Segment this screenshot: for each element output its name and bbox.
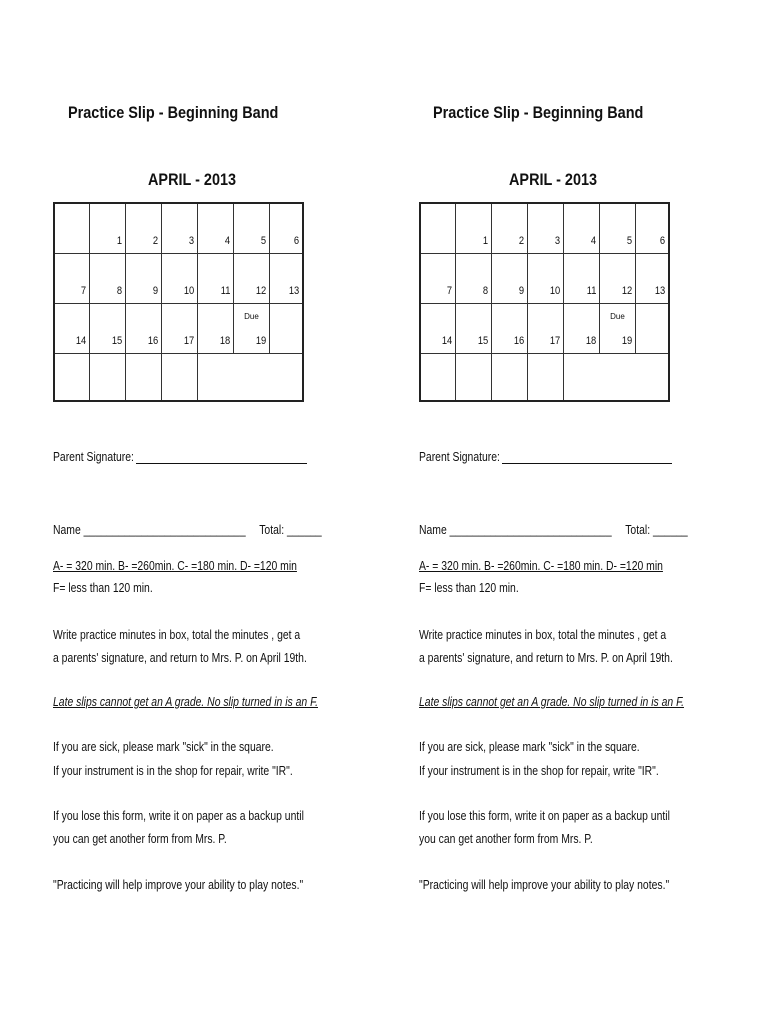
calendar-cell[interactable] — [270, 204, 302, 254]
calendar-cell[interactable] — [421, 354, 456, 400]
calendar-day-number: 12 — [621, 285, 632, 297]
calendar-day-number: 8 — [116, 285, 122, 297]
calendar-day-number: 11 — [220, 285, 230, 297]
repair-note: If your instrument is in the shop for repair, write "IR". — [419, 763, 659, 778]
name-blank[interactable]: ____________________________ — [83, 522, 246, 537]
lost-form-line-1: If you lose this form, write it on paper as a backup until — [53, 808, 304, 823]
calendar-day-number: 6 — [293, 235, 299, 247]
instructions-line-2: a parents' signature, and return to Mrs. P. on April 19th. — [419, 650, 673, 665]
calendar-day-number: 9 — [518, 285, 524, 297]
practice-quote: "Practicing will help improve your ability to play notes." — [53, 877, 304, 892]
calendar-cell[interactable] — [198, 204, 234, 254]
calendar-day-number: 15 — [111, 335, 122, 347]
calendar-day-number: 17 — [549, 335, 560, 347]
calendar-cell[interactable] — [456, 354, 492, 400]
parent-signature-line[interactable] — [502, 463, 672, 464]
calendar-cell[interactable] — [528, 354, 564, 400]
calendar-day-number: 13 — [288, 285, 299, 297]
name-label: Name — [53, 522, 81, 537]
grade-scale: A- = 320 min. B- =260min. C- =180 min. D- =120 min — [419, 558, 663, 573]
calendar-day-number: 5 — [260, 235, 266, 247]
instructions-line-1: Write practice minutes in box, total the minutes , get a — [419, 627, 667, 642]
instructions-line-1: Write practice minutes in box, total the minutes , get a — [53, 627, 301, 642]
calendar-cell-merged[interactable] — [564, 354, 668, 400]
calendar-day-number: 19 — [621, 335, 632, 347]
calendar-cell[interactable] — [636, 254, 668, 304]
repair-note: If your instrument is in the shop for repair, write "IR". — [53, 763, 293, 778]
calendar-cell[interactable] — [162, 204, 198, 254]
calendar-day-number: 18 — [219, 335, 230, 347]
calendar-cell[interactable] — [528, 254, 564, 304]
calendar-cell[interactable] — [90, 254, 126, 304]
lost-form-line-1: If you lose this form, write it on paper as a backup until — [419, 808, 670, 823]
calendar-cell[interactable] — [90, 204, 126, 254]
calendar-day-number: 16 — [513, 335, 524, 347]
calendar-cell-merged[interactable] — [198, 354, 302, 400]
calendar-cell[interactable] — [636, 304, 668, 354]
calendar-cell[interactable] — [234, 254, 270, 304]
calendar-cell[interactable] — [162, 254, 198, 304]
calendar-day-number: 1 — [482, 235, 488, 247]
grade-f: F= less than 120 min. — [53, 580, 153, 595]
calendar-cell[interactable] — [162, 354, 198, 400]
calendar-day-number: 17 — [183, 335, 194, 347]
calendar-cell[interactable] — [564, 254, 600, 304]
calendar-cell[interactable] — [270, 304, 302, 354]
lost-form-line-2: you can get another form from Mrs. P. — [419, 831, 593, 846]
late-slip-note: Late slips cannot get an A grade. No slip turned in is an F. — [419, 694, 684, 709]
calendar-cell[interactable] — [492, 254, 528, 304]
calendar-cell[interactable] — [55, 254, 90, 304]
calendar-cell[interactable] — [600, 204, 636, 254]
calendar-cell[interactable] — [456, 204, 492, 254]
calendar-cell[interactable] — [198, 304, 234, 354]
calendar-day-number: 13 — [654, 285, 665, 297]
name-label: Name — [419, 522, 447, 537]
calendar-cell[interactable] — [55, 204, 90, 254]
calendar-cell[interactable] — [421, 304, 456, 354]
practice-slip-right — [419, 0, 719, 1024]
calendar-cell[interactable] — [126, 354, 162, 400]
calendar-cell[interactable] — [90, 354, 126, 400]
sick-note: If you are sick, please mark "sick" in the square. — [419, 739, 640, 754]
total-blank[interactable]: ______ — [652, 522, 688, 537]
due-date-note: Due — [610, 312, 625, 321]
calendar-day-number: 14 — [441, 335, 452, 347]
instructions-line-2: a parents' signature, and return to Mrs. P. on April 19th. — [53, 650, 307, 665]
calendar-cell[interactable] — [126, 204, 162, 254]
calendar-day-number: 4 — [590, 235, 596, 247]
name-blank[interactable]: ____________________________ — [449, 522, 612, 537]
calendar-day-number: 2 — [152, 235, 158, 247]
slip-title: Practice Slip - Beginning Band — [433, 103, 644, 122]
calendar-grid — [53, 202, 304, 402]
name-total-line — [53, 522, 322, 537]
total-blank[interactable]: ______ — [286, 522, 322, 537]
calendar-day-number: 7 — [80, 285, 86, 297]
calendar-day-number: 1 — [116, 235, 122, 247]
practice-slip-left — [53, 0, 353, 1024]
calendar-cell[interactable] — [421, 254, 456, 304]
calendar-cell[interactable] — [55, 354, 90, 400]
calendar-day-number: 16 — [147, 335, 158, 347]
calendar-day-number: 10 — [183, 285, 194, 297]
slip-month: APRIL - 2013 — [148, 170, 237, 189]
calendar-day-number: 8 — [482, 285, 488, 297]
slip-month: APRIL - 2013 — [509, 170, 598, 189]
calendar-day-number: 7 — [446, 285, 452, 297]
calendar-cell[interactable] — [600, 254, 636, 304]
calendar-cell[interactable] — [126, 254, 162, 304]
calendar-cell[interactable] — [456, 254, 492, 304]
calendar-day-number: 4 — [224, 235, 230, 247]
calendar-cell[interactable] — [564, 204, 600, 254]
parent-signature-label: Parent Signature: — [419, 449, 500, 464]
calendar-cell[interactable] — [492, 354, 528, 400]
calendar-day-number: 11 — [586, 285, 596, 297]
calendar-day-number: 5 — [626, 235, 632, 247]
grade-scale: A- = 320 min. B- =260min. C- =180 min. D- =120 min — [53, 558, 297, 573]
calendar-cell[interactable] — [270, 254, 302, 304]
calendar-day-number: 2 — [518, 235, 524, 247]
sick-note: If you are sick, please mark "sick" in the square. — [53, 739, 274, 754]
grade-f: F= less than 120 min. — [419, 580, 519, 595]
total-label: Total: — [259, 522, 285, 537]
calendar-cell[interactable] — [234, 304, 270, 354]
calendar-day-number: 15 — [477, 335, 488, 347]
calendar-cell[interactable] — [55, 304, 90, 354]
calendar-day-number: 12 — [255, 285, 266, 297]
name-total-line — [419, 522, 688, 537]
calendar-cell[interactable] — [456, 304, 492, 354]
slip-title: Practice Slip - Beginning Band — [68, 103, 279, 122]
parent-signature-label: Parent Signature: — [53, 449, 134, 464]
calendar-cell[interactable] — [234, 204, 270, 254]
calendar-cell[interactable] — [564, 304, 600, 354]
calendar-cell[interactable] — [636, 204, 668, 254]
calendar-day-number: 18 — [585, 335, 596, 347]
calendar-cell[interactable] — [198, 254, 234, 304]
lost-form-line-2: you can get another form from Mrs. P. — [53, 831, 227, 846]
calendar-cell[interactable] — [421, 204, 456, 254]
calendar-day-number: 3 — [554, 235, 560, 247]
calendar-grid — [419, 202, 670, 402]
calendar-day-number: 14 — [75, 335, 86, 347]
calendar-day-number: 19 — [255, 335, 266, 347]
calendar-day-number: 10 — [549, 285, 560, 297]
calendar-cell[interactable] — [126, 304, 162, 354]
calendar-cell[interactable] — [90, 304, 126, 354]
calendar-day-number: 3 — [188, 235, 194, 247]
late-slip-note: Late slips cannot get an A grade. No slip turned in is an F. — [53, 694, 318, 709]
calendar-cell[interactable] — [492, 204, 528, 254]
due-date-note: Due — [244, 312, 259, 321]
calendar-cell[interactable] — [492, 304, 528, 354]
total-label: Total: — [625, 522, 651, 537]
calendar-cell[interactable] — [600, 304, 636, 354]
calendar-day-number: 6 — [659, 235, 665, 247]
practice-quote: "Practicing will help improve your ability to play notes." — [419, 877, 670, 892]
calendar-day-number: 9 — [152, 285, 158, 297]
calendar-cell[interactable] — [162, 304, 198, 354]
parent-signature-line[interactable] — [136, 463, 307, 464]
calendar-cell[interactable] — [528, 304, 564, 354]
calendar-cell[interactable] — [528, 204, 564, 254]
